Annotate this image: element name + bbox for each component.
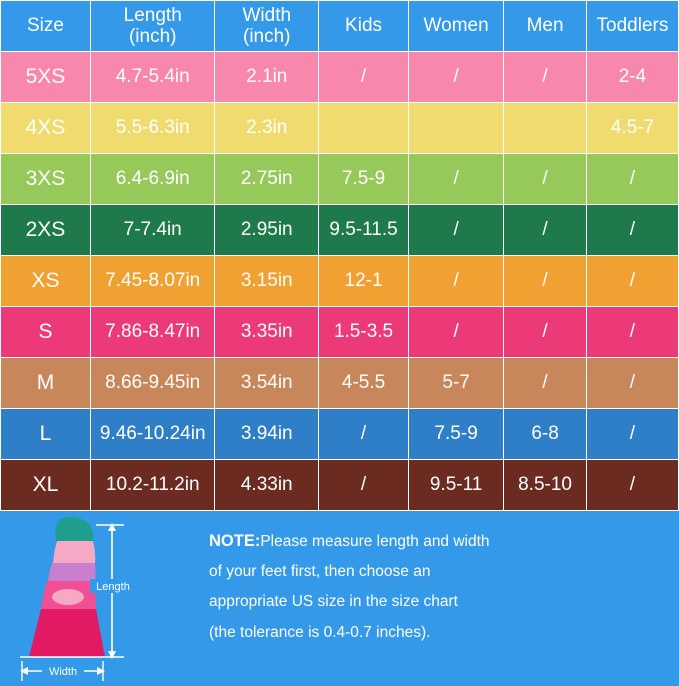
data-cell: /	[586, 460, 678, 511]
column-header-width: Width (inch)	[215, 1, 319, 52]
data-cell: /	[409, 52, 504, 103]
data-cell: 7.5-9	[409, 409, 504, 460]
table-row	[1, 460, 679, 511]
data-cell: /	[319, 460, 409, 511]
table-header	[1, 1, 679, 52]
data-cell: 2.3in	[215, 103, 319, 154]
data-cell: 10.2-11.2in	[90, 460, 215, 511]
note-line-4: (the tolerance is 0.4-0.7 inches).	[209, 623, 431, 641]
fin-strap-hole	[52, 589, 84, 605]
data-cell: 7.5-9	[319, 154, 409, 205]
data-cell: /	[409, 307, 504, 358]
data-cell: 1.5-3.5	[319, 307, 409, 358]
data-cell: 5.5-6.3in	[90, 103, 215, 154]
fin-diagram	[0, 511, 205, 686]
data-cell: 2.75in	[215, 154, 319, 205]
size-cell: 4XS	[1, 103, 91, 154]
data-cell: /	[586, 409, 678, 460]
size-cell: 2XS	[1, 205, 91, 256]
data-cell: /	[319, 52, 409, 103]
size-cell: 5XS	[1, 52, 91, 103]
data-cell: /	[504, 205, 587, 256]
data-cell: /	[409, 154, 504, 205]
data-cell: 6-8	[504, 409, 587, 460]
fin-blade-shape	[29, 609, 105, 657]
fin-mid-shape	[48, 563, 96, 581]
width-arrow-left	[20, 667, 28, 675]
data-cell: /	[586, 358, 678, 409]
data-cell: /	[504, 154, 587, 205]
data-cell: /	[586, 307, 678, 358]
table-row	[1, 256, 679, 307]
data-cell	[409, 103, 504, 154]
width-arrow-right	[97, 667, 105, 675]
data-cell: 7-7.4in	[90, 205, 215, 256]
note-line-2: of your feet first, then choose an	[209, 563, 431, 581]
data-cell: /	[504, 256, 587, 307]
size-cell: M	[1, 358, 91, 409]
note-area	[0, 511, 679, 686]
data-cell: /	[586, 256, 678, 307]
data-cell: 2.1in	[215, 52, 319, 103]
table-row	[1, 154, 679, 205]
note-text-block	[205, 511, 679, 686]
data-cell: 6.4-6.9in	[90, 154, 215, 205]
data-cell: 4-5.5	[319, 358, 409, 409]
data-cell: 5-7	[409, 358, 504, 409]
fin-upper-shape	[53, 541, 95, 563]
data-cell	[504, 103, 587, 154]
size-cell: XL	[1, 460, 91, 511]
swim-fin-illustration	[0, 511, 205, 686]
note-label: NOTE:	[209, 532, 261, 550]
size-cell: 3XS	[1, 154, 91, 205]
table-row	[1, 205, 679, 256]
data-cell: /	[319, 409, 409, 460]
data-cell: 3.54in	[215, 358, 319, 409]
length-arrow-bottom	[108, 651, 116, 659]
data-cell: /	[409, 205, 504, 256]
table-row	[1, 409, 679, 460]
data-cell: 4.33in	[215, 460, 319, 511]
data-cell: 4.7-5.4in	[90, 52, 215, 103]
table-row	[1, 358, 679, 409]
length-label: Length	[96, 581, 130, 593]
length-arrow-top	[108, 523, 116, 531]
table-row	[1, 103, 679, 154]
data-cell: 2-4	[586, 52, 678, 103]
data-cell: 7.45-8.07in	[90, 256, 215, 307]
note-line-3: appropriate US size in the size chart	[209, 593, 458, 611]
table-row	[1, 52, 679, 103]
data-cell: 8.66-9.45in	[90, 358, 215, 409]
data-cell: 2.95in	[215, 205, 319, 256]
data-cell: /	[504, 358, 587, 409]
size-cell: L	[1, 409, 91, 460]
data-cell: /	[586, 154, 678, 205]
data-cell: /	[504, 52, 587, 103]
table-row	[1, 307, 679, 358]
column-header-toddlers: Toddlers	[586, 1, 678, 52]
header-row	[1, 1, 679, 52]
note-line-1	[209, 525, 663, 557]
width-label: Width	[48, 666, 78, 678]
size-cell: S	[1, 307, 91, 358]
column-header-women: Women	[409, 1, 504, 52]
data-cell: /	[409, 256, 504, 307]
data-cell: 9.46-10.24in	[90, 409, 215, 460]
data-cell: 12-1	[319, 256, 409, 307]
data-cell: 3.35in	[215, 307, 319, 358]
note-line-1-text: Please measure length and width	[260, 533, 490, 550]
data-cell: /	[504, 307, 587, 358]
data-cell: 7.86-8.47in	[90, 307, 215, 358]
data-cell: 9.5-11	[409, 460, 504, 511]
data-cell: 4.5-7	[586, 103, 678, 154]
data-cell	[319, 103, 409, 154]
data-cell: /	[586, 205, 678, 256]
column-header-size: Size	[1, 1, 91, 52]
table-body	[1, 52, 679, 511]
column-header-kids: Kids	[319, 1, 409, 52]
column-header-men: Men	[504, 1, 587, 52]
data-cell: 9.5-11.5	[319, 205, 409, 256]
data-cell: 3.15in	[215, 256, 319, 307]
column-header-length: Length (inch)	[90, 1, 215, 52]
data-cell: 3.94in	[215, 409, 319, 460]
data-cell: 8.5-10	[504, 460, 587, 511]
size-cell: XS	[1, 256, 91, 307]
